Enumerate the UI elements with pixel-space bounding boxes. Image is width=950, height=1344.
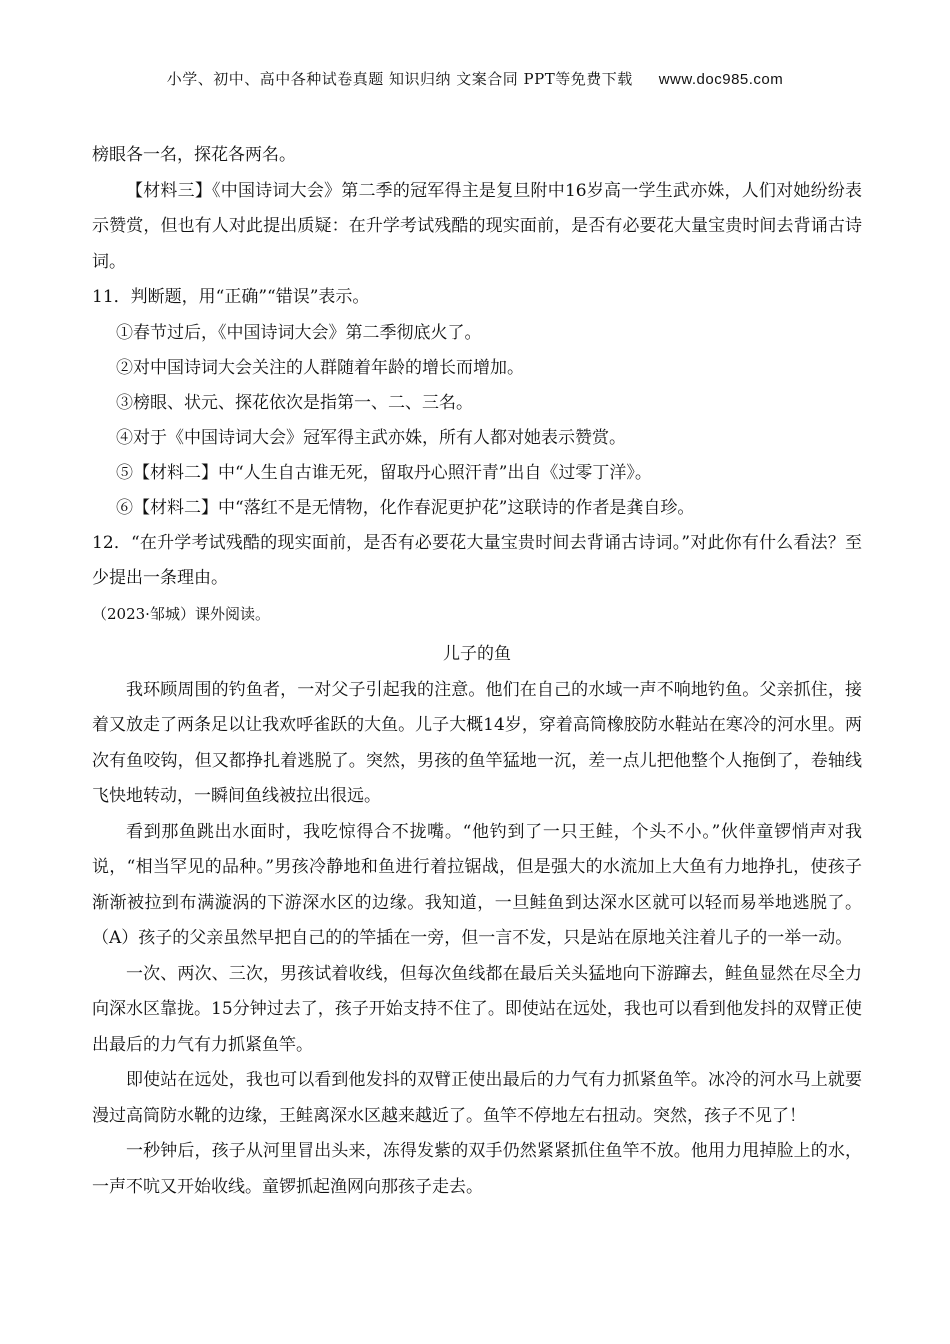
paragraph-continuation: 榜眼各一名，探花各两名。 bbox=[92, 145, 296, 165]
header-url[interactable]: www.doc985.com bbox=[658, 71, 784, 88]
document-body bbox=[92, 138, 862, 1205]
q11-item-3: ③榜眼、状元、探花依次是指第一、二、三名。 bbox=[116, 392, 473, 413]
header-text: 小学、初中、高中各种试卷真题 知识归纳 文案合同 PPT等免费下载 bbox=[166, 70, 633, 88]
story-paragraph: 看到那鱼跳出水面时，我吃惊得合不拢嘴。“他钓到了一只王鲑，个头不小。”伙伴童锣悄声对我说，“相当罕见的品种。”男孩冷静地和鱼进行着拉锯战，但是强大的水流加上大鱼有力地挣扎，使孩子渐渐被拉到布满漩涡的下游深水区的边缘。我知道，一旦鲑鱼到达深水区就可以轻而易举地逃脱了。（A）孩子的父亲虽然早把自己的的竿插在一旁，但一言不发，只是站在原地关注着儿子的一举一动。 bbox=[92, 821, 862, 948]
material-three: 【材料三】《中国诗词大会》第二季的冠军得主是复旦附中16岁高一学生武亦姝，人们对她纷纷表示赞赏，但也有人对此提出质疑：在升学考试残酷的现实面前，是否有必要花大量宝贵时间去背诵古诗词。 bbox=[92, 180, 862, 272]
story-title: 儿子的鱼 bbox=[443, 643, 511, 664]
question-12: 12．“在升学考试残酷的现实面前，是否有必要花大量宝贵时间去背诵古诗词。”对此你有什么看法？至少提出一条理由。 bbox=[92, 532, 862, 588]
reading-source: （2023·邹城）课外阅读。 bbox=[92, 604, 270, 623]
q11-item-6: ⑥【材料二】中“落红不是无情物，化作春泥更护花”这联诗的作者是龚自珍。 bbox=[116, 497, 695, 518]
story-paragraph: 一次、两次、三次，男孩试着收线，但每次鱼线都在最后关头猛地向下游蹿去，鲑鱼显然在尽全力向深水区靠拢。15分钟过去了，孩子开始支持不住了。即使站在远处，我也可以看到他发抖的双臂正使出最后的力气有力抓紧鱼竿。 bbox=[92, 963, 862, 1055]
story-paragraph: 我环顾周围的钓鱼者，一对父子引起我的注意。他们在自己的水域一声不响地钓鱼。父亲抓住，接着又放走了两条足以让我欢呼雀跃的大鱼。儿子大概14岁，穿着高筒橡胶防水鞋站在寒冷的河水里。两次有鱼咬钩，但又都挣扎着逃脱了。突然，男孩的鱼竿猛地一沉，差一点儿把他整个人拖倒了，卷轴线飞快地转动，一瞬间鱼线被拉出很远。 bbox=[92, 679, 862, 806]
question-11: 11．判断题，用“正确”“错误”表示。 bbox=[92, 287, 370, 307]
q11-item-5: ⑤【材料二】中“人生自古谁无死，留取丹心照汗青”出自《过零丁洋》。 bbox=[116, 462, 652, 483]
page-header bbox=[0, 68, 950, 89]
story-paragraph: 即使站在远处，我也可以看到他发抖的双臂正使出最后的力气有力抓紧鱼竿。冰冷的河水马上就要漫过高筒防水靴的边缘，王鲑离深水区越来越近了。鱼竿不停地左右扭动。突然，孩子不见了！ bbox=[92, 1070, 862, 1126]
story-paragraph: 一秒钟后，孩子从河里冒出头来，冻得发紫的双手仍然紧紧抓住鱼竿不放。他用力甩掉脸上的水，一声不吭又开始收线。童锣抓起渔网向那孩子走去。 bbox=[92, 1141, 862, 1197]
q11-item-2: ②对中国诗词大会关注的人群随着年龄的增长而增加。 bbox=[116, 357, 524, 378]
q11-item-4: ④对于《中国诗词大会》冠军得主武亦姝，所有人都对她表示赞赏。 bbox=[116, 427, 626, 448]
q11-item-1: ①春节过后，《中国诗词大会》第二季彻底火了。 bbox=[116, 322, 482, 343]
